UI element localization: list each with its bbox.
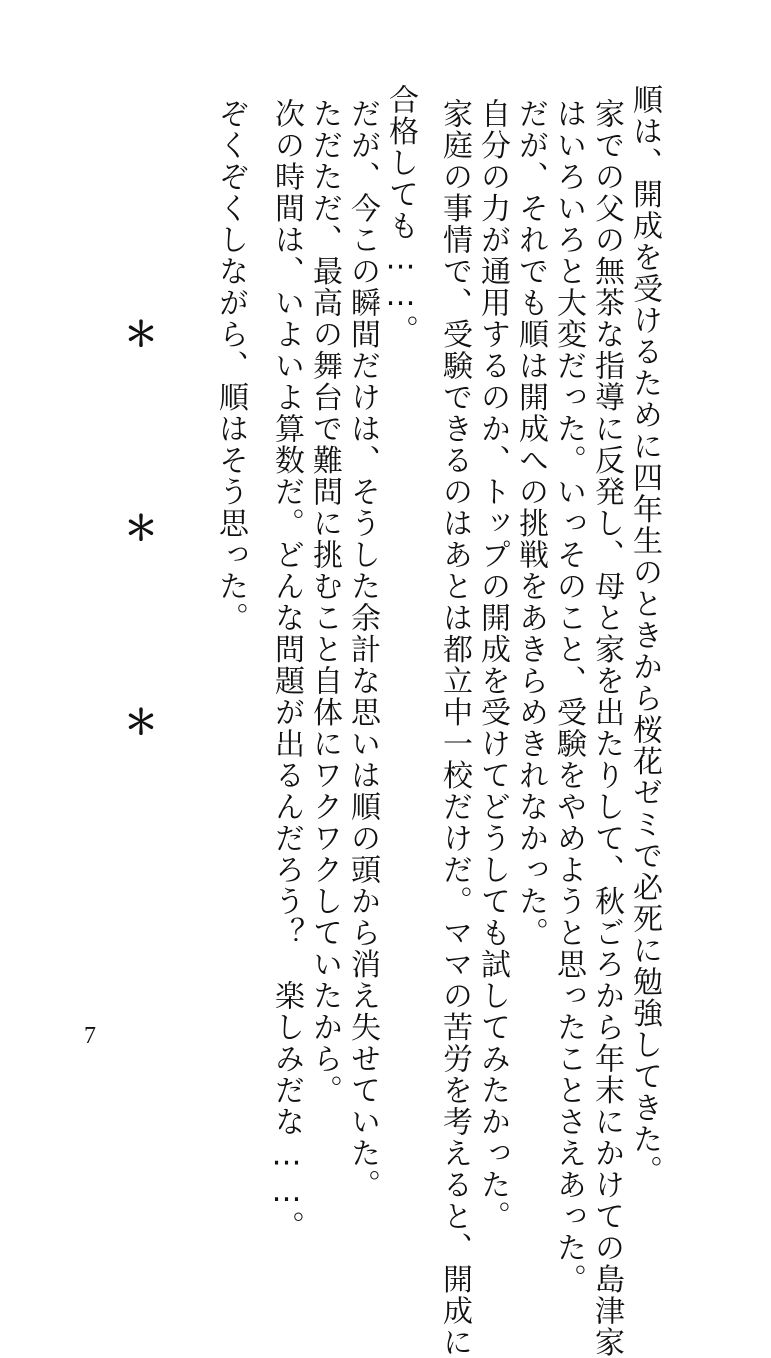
section-break-asterisk: ＊ — [124, 315, 158, 355]
text-line: 家での父の無茶な指導に反発し、母と家を出たりして、秋ごろから年末にかけての島津家 — [589, 98, 624, 1358]
text-line: 順は、開成を受けるために四年生のときから桜花ゼミで必死に勉強してきた。 — [627, 84, 662, 1187]
text-line: 合格しても……。 — [383, 84, 418, 346]
section-break-asterisk: ＊ — [124, 509, 158, 549]
text-line: 次の時間は、いよいよ算数だ。どんな問題が出るんだろう？ 楽しみだな……。 — [269, 98, 304, 1242]
section-break-asterisk: ＊ — [124, 703, 158, 743]
text-line: ぞくぞくしながら、順はそう思った。 — [213, 98, 248, 634]
page-number: 7 — [84, 1023, 96, 1049]
text-line: だが、今この瞬間だけは、そうした余計な思いは順の頭から消え失せていた。 — [345, 98, 380, 1201]
text-line: だが、それでも順は開成への挑戦をあきらめきれなかった。 — [513, 98, 548, 949]
text-line: 自分の力が通用するのか、トップの開成を受けてどうしても試してみたかった。 — [475, 98, 510, 1232]
text-line: 家庭の事情で、受験できるのはあとは都立中一校だけだ。ママの苦労を考えると、開成に — [437, 98, 472, 1358]
text-line: はいろいろと大変だった。いっそのこと、受験をやめようと思ったことさえあった。 — [551, 98, 586, 1295]
text-line: ただただ、最高の舞台で難問に挑むこと自体にワクワクしていたから。 — [307, 98, 342, 1106]
